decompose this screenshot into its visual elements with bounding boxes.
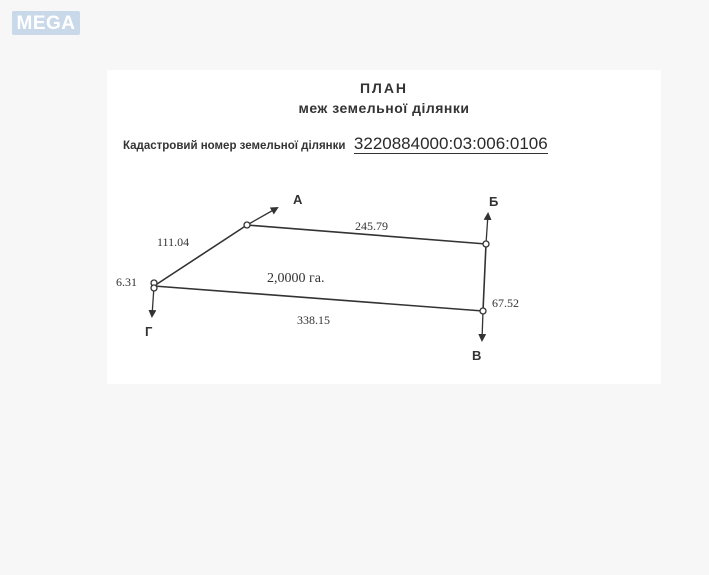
point-label-a: А bbox=[293, 192, 303, 207]
cadastral-number: 3220884000:03:006:0106 bbox=[353, 134, 548, 153]
distance-ab: 245.79 bbox=[355, 219, 388, 233]
distance-bv: 67.52 bbox=[492, 296, 519, 310]
vertex-a bbox=[244, 222, 250, 228]
plan-title: ПЛАН bbox=[359, 80, 409, 96]
point-label-v: В bbox=[472, 348, 482, 363]
plan-subtitle: меж земельної ділянки bbox=[298, 100, 470, 116]
vertex-v bbox=[480, 308, 486, 314]
plot-boundary-diagram bbox=[107, 70, 661, 384]
arrow-v bbox=[482, 311, 483, 340]
edge-v-g bbox=[154, 286, 483, 311]
vertex-b bbox=[483, 241, 489, 247]
distance-vg: 338.15 bbox=[297, 313, 330, 327]
edge-b-v bbox=[483, 244, 486, 311]
distance-g-short: 6.31 bbox=[116, 275, 137, 289]
arrow-b bbox=[486, 214, 488, 244]
logo-text: MEGA bbox=[16, 12, 76, 34]
arrow-a bbox=[247, 208, 277, 225]
land-plot-plan-image bbox=[107, 70, 661, 384]
vertex-g-bottom bbox=[151, 285, 157, 291]
area-label: 2,0000 га. bbox=[267, 271, 325, 286]
mega-logo[interactable] bbox=[12, 11, 80, 35]
point-label-b: Б bbox=[489, 194, 499, 209]
distance-ga: 111.04 bbox=[157, 235, 190, 249]
point-label-g: Г bbox=[145, 324, 153, 339]
cadastral-label: Кадастровий номер земельної ділянки bbox=[123, 140, 346, 152]
